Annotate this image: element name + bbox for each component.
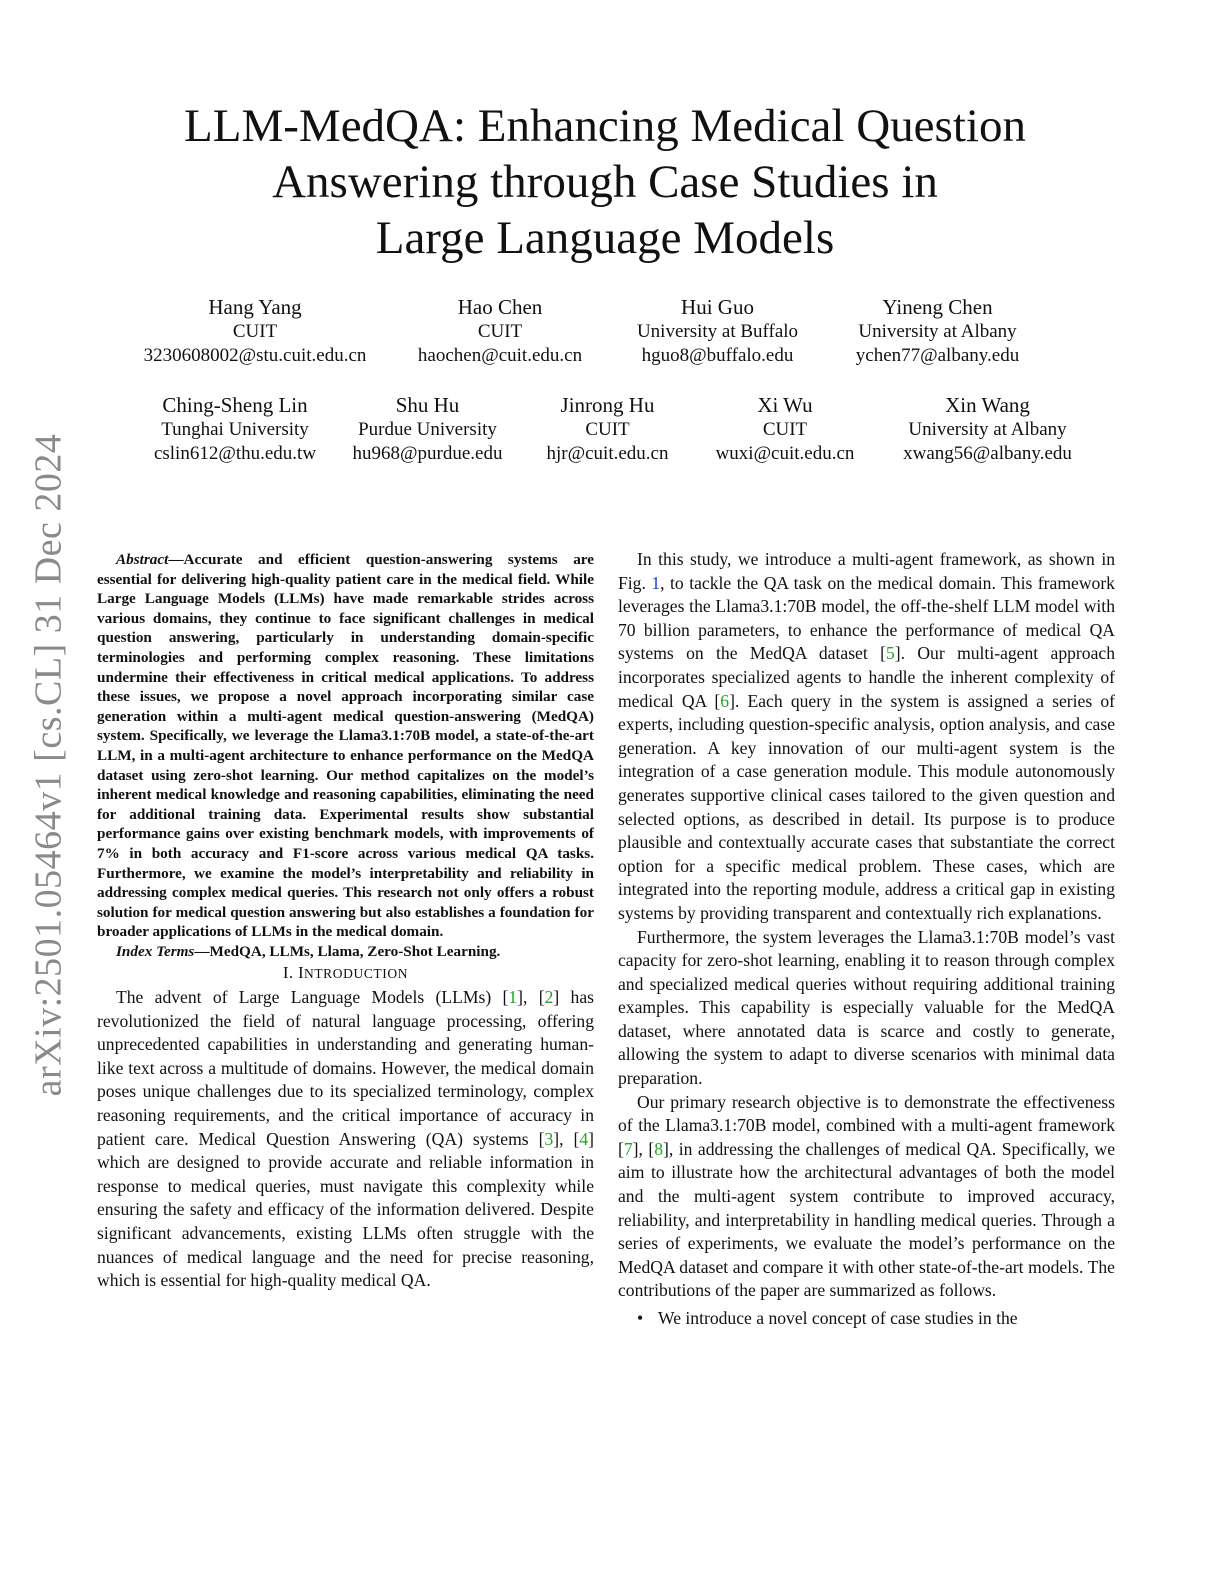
author-block: [620, 295, 815, 368]
author-affiliation: CUIT: [585, 419, 630, 440]
author-name: Xi Wu: [757, 393, 813, 417]
bullet-icon: •: [637, 1308, 644, 1328]
author-affiliation: University at Albany: [858, 321, 1017, 342]
body-paragraph: In this study, we introduce a multi-agent framework, as shown in Fig. 1, to tackle the QA task on the medical domain. This framework leverages the Llama3.1:70B model, the off-the-shelf LLM model with 70 billion parameters, to enhance the performance of medical QA systems on the MedQA dataset [5]. Our multi-agent approach incorporates specialized agents to handle the inherent complexity of medical QA [6]. Each query in the system is assigned a series of experts, including question-specific analysis, option analysis, and case generation. A key innovation of our multi-agent system is the integration of a case generation module. This module autonomously generates supportive clinical cases tailored to the given question and selected options, as described in detail. Its purpose is to produce plausible and contextually accurate cases that substantiate the correct option for a specific medical problem. These cases, which are integrated into the reporting module, address a critical gap in existing systems by providing transparent and contextually rich explanations.: [618, 549, 1115, 923]
citation-link[interactable]: 7: [623, 1138, 633, 1159]
author-email: hjr@cuit.edu.cn: [546, 443, 669, 464]
author-email: cslin612@thu.edu.tw: [153, 443, 317, 464]
author-block: [135, 295, 375, 368]
title-line: Answering through Case Studies in: [272, 156, 938, 208]
section-heading: I. INTRODUCTION: [282, 963, 409, 983]
abstract: Abstract—Accurate and efficient question-answering systems are essential for delivering high-quality patient care in the medical field. While Large Language Models (LLMs) have made remarkable strides across various domains, they continue to face significant challenges in medical question answering, particularly in understanding domain-specific terminologies and performing complex reasoning. These limitations undermine their effectiveness in critical medical applications. To address these issues, we propose a novel approach incorporating similar case generation within a multi-agent medical question-answering (MedQA) system. Specifically, we leverage the Llama3.1:70B model, a state-of-the-art LLM, in a multi-agent architecture to enhance performance on the MedQA dataset using zero-shot learning. Our method capitalizes on the model’s inherent medical knowledge and reasoning capabilities, eliminating the need for additional training data. Experimental results show substantial performance gains over existing benchmark models, with improvements of 7% in both accuracy and F1-score across various medical QA tasks. Furthermore, we examine the model’s interpretability and reliability in addressing complex medical queries. This research not only offers a robust solution for medical question answering but also establishes a foundation for broader applications of LLMs in the medical domain. Index Terms—MedQA, LLMs, Llama, Zero-Shot Learning.: [97, 551, 594, 960]
author-email: xwang56@albany.edu: [903, 443, 1072, 464]
author-name: Shu Hu: [395, 393, 460, 417]
title-line: Large Language Models: [375, 212, 835, 264]
author-block: [885, 393, 1090, 466]
right-column: [618, 548, 1115, 1331]
author-block: [340, 393, 515, 466]
author-name: Hang Yang: [208, 295, 302, 319]
abstract-label: Abstract: [116, 551, 169, 568]
citation-link[interactable]: 4: [579, 1128, 589, 1149]
paper-title: [150, 98, 1060, 266]
arxiv-sidebar-stamp: [20, 415, 76, 1115]
author-name: Ching-Sheng Lin: [162, 393, 308, 417]
figure-ref-link[interactable]: 1: [651, 572, 661, 593]
author-affiliation: CUIT: [477, 321, 523, 342]
author-name: Yineng Chen: [882, 295, 993, 319]
author-name: Jinrong Hu: [560, 393, 655, 417]
citation-link[interactable]: 3: [544, 1128, 554, 1149]
citation-link[interactable]: 2: [544, 987, 554, 1008]
intro-paragraph: The advent of Large Language Models (LLMs) [1], [2] has revolutionized the field of natural language processing, offering unprecedented capabilities in understanding and generating human-like text across a multitude of domains. However, the medical domain poses unique challenges due to its specialized terminology, complex reasoning requirements, and the critical importance of accuracy in patient care. Medical Question Answering (QA) systems [3], [4] which are designed to provide accurate and reliable information in response to medical queries, must navigate this complexity while ensuring the safety and efficacy of the information delivered. Despite significant advancements, existing LLMs often struggle with the nuances of medical language and the need for precise reasoning, which is essential for high-quality medical QA.: [97, 987, 595, 1291]
author-affiliation: University at Albany: [908, 419, 1067, 440]
citation-link[interactable]: 8: [654, 1138, 664, 1159]
author-email: hguo8@buffalo.edu: [641, 345, 794, 366]
author-affiliation: University at Buffalo: [636, 321, 799, 342]
citation-link[interactable]: 6: [720, 690, 730, 711]
index-terms-text: MedQA, LLMs, Llama, Zero-Shot Learning.: [209, 942, 501, 960]
author-affiliation: Purdue University: [358, 419, 497, 440]
author-name: Hui Guo: [681, 295, 754, 319]
abstract-text: Accurate and efficient question-answering systems are essential for delivering high-quality patient care in the medical field. While Large Language Models (LLMs) have made remarkable strides across various domains, they continue to face significant challenges in medical question answering, particularly in understanding domain-specific terminologies and performing complex reasoning. These limitations undermine their effectiveness in critical medical applications. To address these issues, we propose a novel approach incorporating similar case generation within a multi-agent medical question-answering (MedQA) system. Specifically, we leverage the Llama3.1:70B model, a state-of-the-art LLM, in a multi-agent architecture to enhance performance on the MedQA dataset using zero-shot learning. Our method capitalizes on the model’s inherent medical knowledge and reasoning capabilities, eliminating the need for additional training data. Experimental results show substantial performance gains over existing benchmark models, with improvements of 7% in both accuracy and F1-score across various medical QA tasks. Furthermore, we examine the model’s interpretability and reliability in addressing complex medical queries. This research not only offers a robust solution for medical question answering but also establishes a foundation for broader applications of LLMs in the medical domain.: [97, 551, 594, 941]
author-affiliation: CUIT: [232, 321, 278, 342]
body-paragraph: Furthermore, the system leverages the Llama3.1:70B model’s vast capacity for zero-shot learning, enabling it to reason through complex and specialized medical queries without requiring additional training examples. This capability is especially valuable for the MedQA dataset, where annotated data is scarce and costly to generate, allowing the system to adapt to diverse scenarios with minimal data preparation.: [618, 926, 1115, 1089]
author-block: [700, 393, 870, 466]
arxiv-id: arXiv:2501.05464v1 [cs.CL] 31 Dec 2024: [27, 433, 69, 1097]
index-terms-label: Index Terms: [116, 942, 195, 960]
citation-link[interactable]: 1: [508, 987, 518, 1008]
body-paragraph: Our primary research objective is to demonstrate the effectiveness of the Llama3.1:70B model, combined with a multi-agent framework [7], [8], in addressing the challenges of medical QA. Specifically, we aim to illustrate how the architectural advantages of both the model and the multi-agent system contribute to improved accuracy, reliability, and interpretability in handling medical queries. Through a series of experiments, we evaluate the model’s performance on the MedQA dataset and compare it with other state-of-the-art models. The contributions of the paper are summarized as follows.: [618, 1091, 1116, 1301]
contribution-bullet: [618, 1307, 1115, 1331]
bullet-text: We introduce a novel concept of case studies in the: [658, 1308, 1018, 1328]
author-email: haochen@cuit.edu.cn: [417, 345, 583, 366]
author-email: wuxi@cuit.edu.cn: [715, 443, 855, 464]
author-block: [405, 295, 595, 368]
author-email: ychen77@albany.edu: [855, 345, 1020, 366]
author-affiliation: Tunghai University: [161, 419, 309, 440]
left-column: [97, 550, 594, 1293]
title-line: LLM-MedQA: Enhancing Medical Question: [184, 100, 1026, 152]
index-terms: Index Terms—MedQA, LLMs, Llama, Zero-Shot Learning.: [116, 942, 501, 960]
author-block: [530, 393, 685, 466]
citation-link[interactable]: 5: [885, 643, 895, 664]
author-name: Hao Chen: [457, 295, 543, 319]
author-email: hu968@purdue.edu: [352, 443, 503, 464]
author-block: [840, 295, 1035, 368]
author-block: [130, 393, 340, 466]
author-email: 3230608002@stu.cuit.edu.cn: [143, 345, 367, 366]
author-name: Xin Wang: [945, 393, 1030, 417]
author-affiliation: CUIT: [762, 419, 808, 440]
